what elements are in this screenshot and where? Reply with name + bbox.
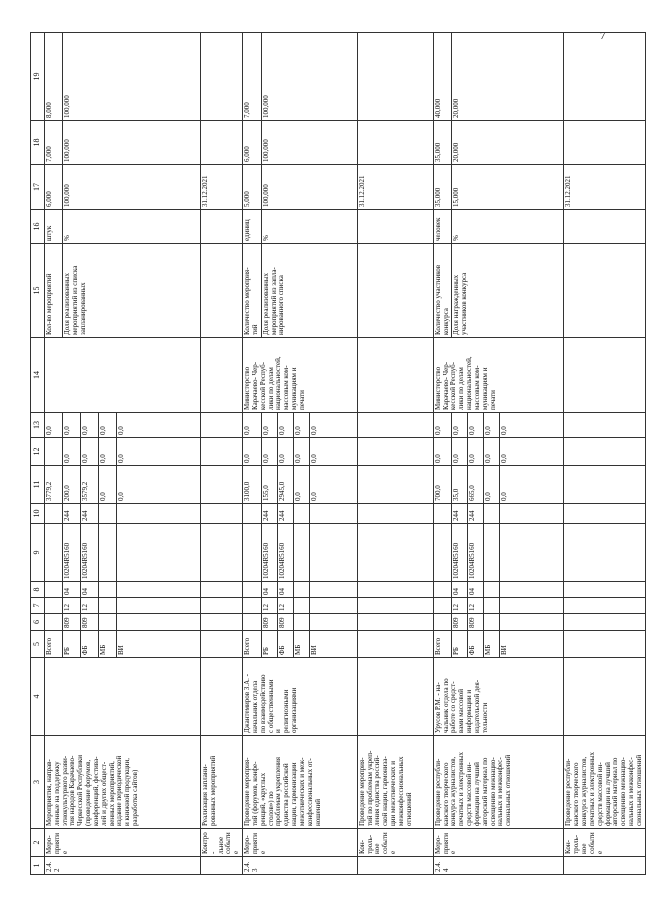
indicator-name: Количество участников конкурса [433,244,452,338]
cell [293,598,309,614]
cell: 12 [63,598,81,614]
indicator-unit: человек [433,210,452,244]
header-cell: 7 [31,598,45,614]
cell [357,338,433,413]
cell [357,33,433,121]
item-name: Проведение мероприя- тий (форумов, конфе- ренций, «круглых столов») по проблемам укрепления единства российской нации, гармонизации межэтнических и меж- конфессиональных от- ношений [243,736,358,829]
cell [564,658,645,736]
table-row [201,33,243,875]
indicator-unit: штук [45,210,63,244]
event-date: 31.12.2021 [564,165,645,210]
cell [243,598,262,614]
amount: 200,0 [63,466,81,504]
cell [45,524,63,582]
amount [45,438,63,466]
header-cell: 13 [31,413,45,438]
cell [357,466,433,504]
budget-source: МБ [293,631,309,658]
amount: 0,0 [63,438,81,466]
header-cell: 17 [31,165,45,210]
cell [500,524,564,582]
amount: 0,0 [484,438,500,466]
budget-source: РБ [261,631,277,658]
cell [117,582,201,598]
cell [357,582,433,598]
indicator-name: Доля реализованных мероприятий из списка запланированных [63,244,201,338]
amount: 0,0 [309,413,357,438]
cell [433,614,452,631]
cell [484,504,500,524]
cell [99,582,117,598]
header-cell: 8 [31,582,45,598]
cell [484,614,500,631]
event-date: 31.12.2021 [357,165,433,210]
cell [201,582,243,598]
budget-source: ВИ [117,631,201,658]
cell [564,413,645,438]
amount: 0,0 [433,438,452,466]
cell [564,857,645,875]
cell [117,504,201,524]
cell: 244 [63,504,81,524]
budget-source: МБ [99,631,117,658]
cell: 244 [81,504,99,524]
amount: 0,0 [433,413,452,438]
cell: 04 [261,582,277,598]
cell [243,614,262,631]
cell [357,658,433,736]
amount: 0,0 [99,413,117,438]
indicator-value: 5,000 [243,165,262,210]
amount: 0,0 [452,413,468,438]
info-source: Министерство Карачаево- Чер- кесской Респуб- лики по делам национальностей, массовым ком- муникациям и печати [433,338,564,413]
budget-source: ВИ [500,631,564,658]
cell [357,524,433,582]
item-name: Мероприятия, направ- ленные на поддержку этнокультурного разви- тия народов Карачаево- Черкесской Республики (проведение форумов, конференций, фестива- лей и других общест- венных мероприятий, издание периодической и книжной продукции, разработка сайтов) [45,736,201,829]
cell [564,438,645,466]
cell [357,614,433,631]
cell: 10204R5160 [81,524,99,582]
cell [564,466,645,504]
amount: 0,0 [484,413,500,438]
cell: 809 [468,614,484,631]
cell [45,504,63,524]
amount: 0,0 [63,413,81,438]
table-row [243,33,262,875]
amount: 0,0 [243,438,262,466]
indicator-value: 35,000 [433,165,452,210]
cell [201,857,243,875]
cell: 10204R5160 [452,524,468,582]
cell: 04 [452,582,468,598]
amount: 0,0 [468,413,484,438]
indicator-value: 100,000 [261,121,357,165]
cell: 809 [81,614,99,631]
event-type: Кон- троль- ное событие [564,829,645,857]
indicator-value: 100,000 [63,33,201,121]
cell [201,631,243,658]
cell [309,582,357,598]
amount: 0,0 [117,413,201,438]
header-cell: 19 [31,33,45,121]
amount: 0,0 [484,466,500,504]
indicator-value: 6,000 [243,121,262,165]
amount: 0,0 [293,466,309,504]
cell [357,504,433,524]
item-type: Меро- приятие [243,829,358,857]
cell: 12 [277,598,293,614]
cell: 12 [81,598,99,614]
cell: 04 [63,582,81,598]
cell [243,582,262,598]
cell: 10204R5160 [63,524,81,582]
cell [293,504,309,524]
cell: 244 [468,504,484,524]
event-name: Реализация заплани- рованных мероприятий [201,736,243,829]
indicator-name: Кол-во мероприятий [45,244,63,338]
amount: 35,0 [452,466,468,504]
indicator-value: 100,000 [63,121,201,165]
budget-source: Всего [433,631,452,658]
cell [309,614,357,631]
amount: 0,0 [261,438,277,466]
amount: 0,0 [81,413,99,438]
item-number: 2.4.3 [243,857,358,875]
cell [564,338,645,413]
indicator-unit: единиц [243,210,262,244]
event-name: Проведение республи- канского творческого конкурса журналистов, печатных и электронных средств массовой ин- формации на лучший авторский материал по освещению межнацио- нальных и межконфес- сиональных отношений [564,736,645,829]
cell [45,614,63,631]
cell [243,524,262,582]
event-type: Кон- троль- ное событие [357,829,433,857]
cell: 10204R5160 [277,524,293,582]
cell [564,524,645,582]
item-number: 2.4.2 [45,857,201,875]
cell [357,121,433,165]
cell: 809 [452,614,468,631]
budget-source: ФБ [468,631,484,658]
cell [201,524,243,582]
budget-source: ФБ [277,631,293,658]
amount: 0,0 [309,438,357,466]
header-cell: 5 [31,631,45,658]
cell [500,614,564,631]
indicator-name: Доля реализованных мероприятий из запла- нированного списка [261,244,357,338]
header-cell: 15 [31,244,45,338]
indicator-name: Доля награжденных участников конкурса [452,244,564,338]
amount: 3779,2 [45,466,63,504]
cell [357,631,433,658]
info-source [45,338,201,413]
responsible: Джантемиров З.А. - начальник отдела по взаимодействию с общественными и религиозными организациями [243,658,358,736]
amount: 0,0 [277,413,293,438]
amount: 0,0 [117,438,201,466]
event-name: Проведение мероприя- тий по проблемам укреп- ления единства россий- ской нации, гармониза- ции межэтнических и межконфессиональных отношений [357,736,433,829]
amount: 0,0 [500,438,564,466]
cell [201,504,243,524]
amount: 0,0 [293,438,309,466]
cell: 04 [81,582,99,598]
header-cell: 2 [31,829,45,857]
header-cell: 12 [31,438,45,466]
indicator-value: 100,000 [261,33,357,121]
cell [99,524,117,582]
budget-source: ВИ [309,631,357,658]
budget-source: РБ [63,631,81,658]
amount: 0,0 [117,466,201,504]
indicator-value: 7,000 [45,121,63,165]
cell: 12 [452,598,468,614]
cell [201,33,243,121]
header-cell: 10 [31,504,45,524]
header-cell: 3 [31,736,45,829]
header-cell: 1 [31,857,45,875]
header-cell: 4 [31,658,45,736]
page-number: 7 [600,30,606,42]
budget-source: Всего [45,631,63,658]
budget-source: РБ [452,631,468,658]
indicator-value: 100,000 [261,165,357,210]
cell [99,598,117,614]
cell [564,614,645,631]
indicator-unit: % [452,210,564,244]
amount: 0,0 [81,438,99,466]
table-row [357,33,433,875]
header-cell: 18 [31,121,45,165]
cell: 809 [63,614,81,631]
cell: 12 [261,598,277,614]
indicator-value: 20,000 [452,33,564,121]
cell [45,582,63,598]
cell [201,244,243,338]
program-table [30,32,646,875]
amount: 3579,2 [81,466,99,504]
cell [201,658,243,736]
amount: 155,0 [261,466,277,504]
cell: 244 [261,504,277,524]
cell [201,598,243,614]
budget-source: МБ [484,631,500,658]
cell [45,598,63,614]
info-source: Министерство Карачаево- Чер- кесской Респуб- лики по делам национальностей, массовым ком- муникациям и печати [243,338,358,413]
indicator-value: 8,000 [45,33,63,121]
amount: 0,0 [99,438,117,466]
cell [117,614,201,631]
cell [309,598,357,614]
cell [99,504,117,524]
rotated-page [30,33,643,875]
cell [500,582,564,598]
cell [309,504,357,524]
item-name: Проведение республи- канского творческого конкурса журналистов, печатных и электронных средств массовой ин- формации на лучший авторский материал по освещению межнацио- нальных и межконфес- сиональных отношений [433,736,564,829]
item-type: Меро- приятие [433,829,564,857]
amount: 0,0 [468,438,484,466]
amount: 0,0 [277,438,293,466]
amount: 0,0 [45,413,63,438]
amount: 0,0 [309,466,357,504]
cell [357,244,433,338]
cell [564,210,645,244]
cell [433,504,452,524]
table-row [45,33,63,875]
cell [293,614,309,631]
cell: 244 [452,504,468,524]
amount: 0,0 [261,413,277,438]
cell [433,582,452,598]
cell: 10204R5160 [261,524,277,582]
cell [357,598,433,614]
cell [243,504,262,524]
cell [201,121,243,165]
table-row [564,33,645,875]
cell [99,614,117,631]
indicator-value: 20,000 [452,121,564,165]
cell [201,466,243,504]
cell [564,582,645,598]
cell [500,504,564,524]
indicator-value: 15,000 [452,165,564,210]
budget-source: ФБ [81,631,99,658]
cell [484,582,500,598]
amount: 0,0 [293,413,309,438]
amount: 3100,0 [243,466,262,504]
cell [484,524,500,582]
cell [357,438,433,466]
indicator-name: Количество мероприя- тий [243,244,262,338]
cell: 244 [277,504,293,524]
cell: 10204R5160 [468,524,484,582]
cell [564,33,645,121]
cell [293,582,309,598]
table-row [433,33,452,875]
event-date: 31.12.2021 [201,165,243,210]
indicator-value: 6,000 [45,165,63,210]
cell [433,524,452,582]
indicator-value: 7,000 [243,33,262,121]
indicator-value: 35,000 [433,121,452,165]
header-cell: 6 [31,614,45,631]
header-cell: 16 [31,210,45,244]
amount: 0,0 [500,466,564,504]
cell [201,338,243,413]
cell [433,598,452,614]
cell [564,631,645,658]
header-row [31,33,45,875]
amount: 0,0 [452,438,468,466]
cell: 04 [277,582,293,598]
cell [357,857,433,875]
cell: 12 [468,598,484,614]
item-type: Меро- приятие [45,829,201,857]
cell [564,121,645,165]
cell: 04 [468,582,484,598]
item-number: 2.4.4 [433,857,564,875]
cell [201,438,243,466]
responsible: Урусов Р.М. - на- чальник отдела по работе со средст- вами массовой информации и издательской дея- тельности [433,658,564,736]
amount: 665,0 [468,466,484,504]
amount: 0,0 [99,466,117,504]
cell [500,598,564,614]
cell [564,504,645,524]
cell [201,210,243,244]
cell [201,413,243,438]
indicator-value: 40,000 [433,33,452,121]
header-cell: 9 [31,524,45,582]
indicator-unit: % [261,210,357,244]
indicator-value: 100,000 [63,165,201,210]
amount: 700,0 [433,466,452,504]
cell [117,524,201,582]
cell [484,598,500,614]
cell [357,413,433,438]
cell [201,614,243,631]
cell [117,598,201,614]
cell [357,210,433,244]
amount: 2945,0 [277,466,293,504]
responsible [45,658,201,736]
amount: 0,0 [243,413,262,438]
header-cell: 14 [31,338,45,413]
cell [309,524,357,582]
cell [564,598,645,614]
indicator-unit: % [63,210,201,244]
header-cell: 11 [31,466,45,504]
cell: 809 [261,614,277,631]
cell: 809 [277,614,293,631]
amount: 0,0 [500,413,564,438]
cell [564,244,645,338]
event-type: Контро- льное событие [201,829,243,857]
cell [293,524,309,582]
budget-source: Всего [243,631,262,658]
